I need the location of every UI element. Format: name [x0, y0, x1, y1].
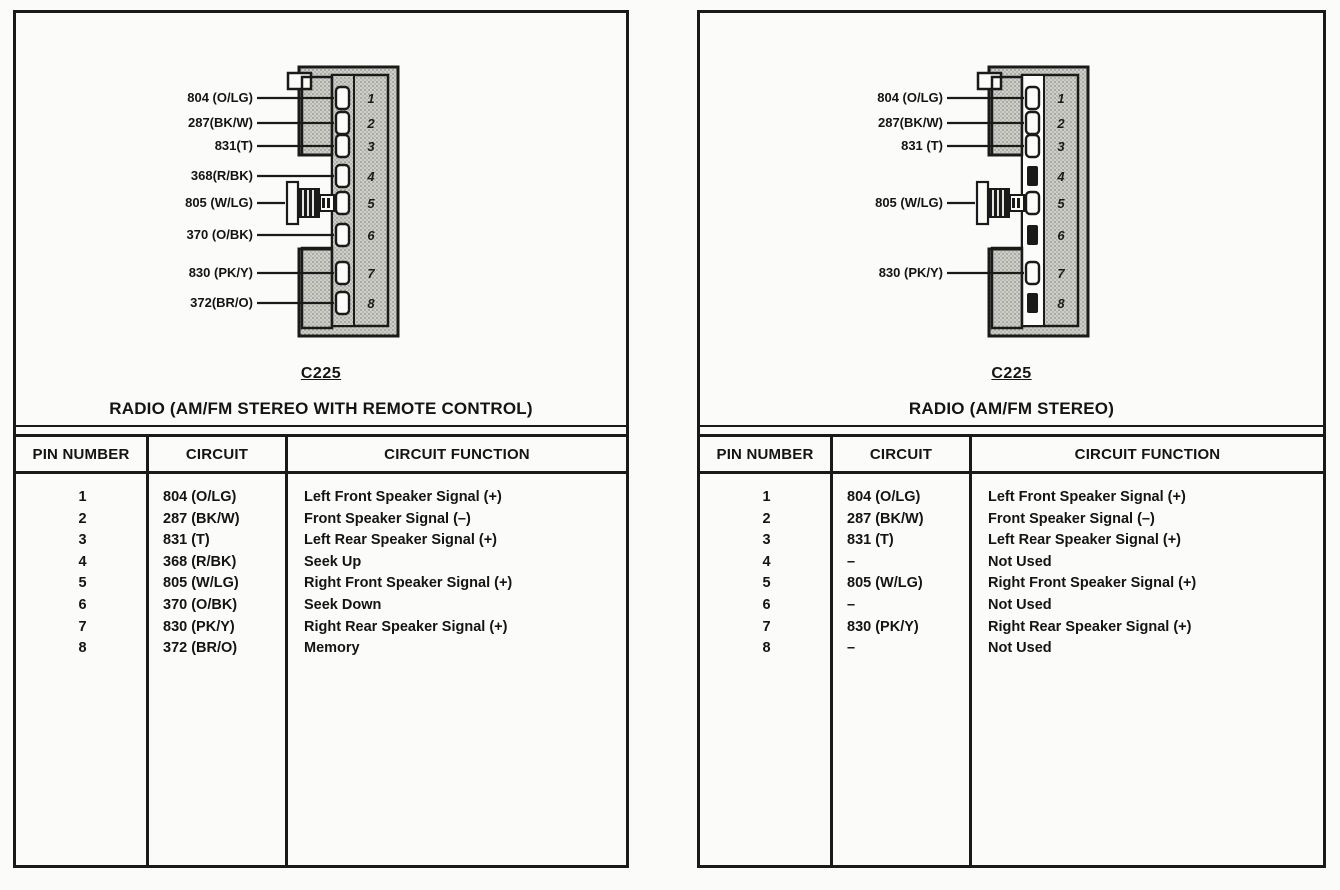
table-cell: Left Front Speaker Signal (+) [988, 489, 1186, 505]
table-row [700, 530, 1323, 552]
connector-top-tab [978, 73, 1001, 89]
column-divider [969, 474, 972, 865]
table-cell: Left Rear Speaker Signal (+) [988, 532, 1181, 549]
pin-slots [336, 87, 349, 314]
table-cell: 287 (BK/W) [163, 510, 240, 527]
pin-number: 7 [1057, 266, 1065, 281]
pin5-plug [287, 182, 334, 224]
table-row [700, 617, 1323, 639]
wire-label: 287(BK/W) [187, 115, 253, 130]
table-cell: 1 [78, 489, 87, 505]
pin-numbers [1056, 91, 1065, 311]
table-row [700, 573, 1323, 595]
table-cell: 830 (PK/Y) [847, 618, 919, 635]
pin-number: 2 [1057, 116, 1065, 131]
table-cell: 7 [78, 618, 87, 635]
pin5-plug [977, 182, 1024, 224]
blocked-pin-slot [1027, 225, 1038, 245]
table-cell: Right Front Speaker Signal (+) [304, 575, 513, 592]
pin-number: 4 [367, 169, 375, 184]
table-row [16, 487, 626, 509]
wire-label: 804 (O/LG) [187, 90, 253, 105]
pin-number: 6 [1057, 228, 1065, 243]
table-cell: 2 [78, 510, 87, 527]
table-cell: 6 [762, 596, 771, 613]
table-cell: 8 [762, 640, 771, 657]
panel-radio-with-remote [13, 10, 629, 868]
table-row [16, 552, 626, 574]
table-cell: 804 (O/LG) [163, 489, 237, 505]
pin-number: 2 [367, 116, 375, 131]
table-row [16, 573, 626, 595]
table-cell: Not Used [988, 553, 1052, 570]
wire-label: 368(R/BK) [190, 168, 253, 183]
connector-diagram-area [16, 13, 626, 425]
pin-number: 1 [1057, 91, 1065, 106]
blocked-pin-slot [1027, 166, 1038, 186]
table-cell: 368 (R/BK) [163, 553, 237, 570]
pinout-table [700, 425, 1323, 865]
wire-label: 805 (W/LG) [185, 195, 253, 210]
table-cell: 1 [762, 489, 771, 505]
table-cell: 5 [78, 575, 87, 592]
table-header-row [700, 434, 1323, 474]
panel-radio-stereo [697, 10, 1326, 868]
pin-numbers [366, 91, 375, 311]
pin-number: 7 [367, 266, 375, 281]
table-row [16, 638, 626, 660]
table-cell: 372 (BR/O) [163, 640, 238, 657]
table-cell: 2 [762, 510, 771, 527]
column-divider [285, 474, 288, 865]
column-header: CIRCUIT [149, 437, 288, 471]
wire-label: 831(T) [214, 138, 253, 153]
table-cell: Right Rear Speaker Signal (+) [988, 618, 1192, 635]
table-row [700, 509, 1323, 531]
table-cell: – [847, 553, 856, 570]
table-row [16, 530, 626, 552]
wire-label: 831 (T) [901, 138, 943, 153]
wire-label: 372(BR/O) [190, 295, 253, 310]
connector-id-label: C225 [300, 365, 342, 382]
table-cell: 3 [762, 532, 771, 549]
divider-line [700, 425, 1323, 427]
table-row [700, 552, 1323, 574]
table-cell: 7 [762, 618, 771, 635]
wire-label: 804 (O/LG) [877, 90, 943, 105]
table-cell: Right Rear Speaker Signal (+) [304, 618, 508, 635]
blocked-pin-slot [1027, 293, 1038, 313]
table-row [16, 617, 626, 639]
connector-title: RADIO (AM/FM STEREO) [908, 399, 1115, 418]
pin-number: 1 [367, 91, 375, 106]
column-header: CIRCUIT FUNCTION [1074, 446, 1221, 463]
pin-number: 4 [1057, 169, 1065, 184]
table-body [700, 474, 1323, 865]
pin-number: 3 [1057, 139, 1065, 154]
table-cell: Front Speaker Signal (–) [988, 510, 1155, 527]
table-cell: 805 (W/LG) [163, 575, 239, 592]
pin-number: 5 [367, 196, 375, 211]
column-header: PIN NUMBER [700, 437, 833, 471]
table-cell: Seek Down [304, 596, 382, 613]
table-cell: 4 [78, 553, 87, 570]
table-row [16, 595, 626, 617]
divider-line [16, 425, 626, 427]
table-cell: 830 (PK/Y) [163, 618, 235, 635]
table-cell: 5 [762, 575, 771, 592]
connector-title: RADIO (AM/FM STEREO WITH REMOTE CONTROL) [109, 399, 533, 418]
table-cell: Seek Up [304, 553, 362, 570]
table-row [700, 638, 1323, 660]
table-cell: 287 (BK/W) [847, 510, 924, 527]
wire-label: 830 (PK/Y) [188, 265, 253, 280]
table-cell: 370 (O/BK) [163, 596, 238, 613]
table-row [700, 595, 1323, 617]
column-header: CIRCUIT [833, 437, 972, 471]
table-row [16, 509, 626, 531]
pin-number: 8 [1057, 296, 1065, 311]
pinout-table [16, 425, 626, 865]
table-cell: 4 [762, 553, 771, 570]
table-cell: – [847, 640, 856, 657]
wire-label: 370 (O/BK) [186, 227, 253, 242]
wire-label: 830 (PK/Y) [878, 265, 943, 280]
column-header: CIRCUIT FUNCTION [384, 446, 530, 463]
column-header: PIN NUMBER [16, 437, 149, 471]
connector-top-tab [288, 73, 311, 89]
pin-number: 6 [367, 228, 375, 243]
connector-id-label: C225 [991, 365, 1032, 382]
table-row [700, 487, 1323, 509]
connector-drawing [16, 13, 632, 358]
wire-label: 287(BK/W) [877, 115, 943, 130]
column-divider [830, 474, 833, 865]
table-header-row [16, 434, 626, 474]
connector-drawing [706, 13, 1322, 358]
wire-label: 805 (W/LG) [875, 195, 943, 210]
table-cell: 804 (O/LG) [847, 489, 921, 505]
table-cell: Left Rear Speaker Signal (+) [304, 532, 497, 549]
table-cell: – [847, 596, 856, 613]
wire-labels [875, 90, 943, 280]
table-cell: 831 (T) [163, 532, 210, 549]
column-divider [146, 474, 149, 865]
pin-number: 3 [367, 139, 375, 154]
table-cell: Not Used [988, 596, 1052, 613]
table-cell: 805 (W/LG) [847, 575, 923, 592]
table-cell: Right Front Speaker Signal (+) [988, 575, 1197, 592]
table-cell: Left Front Speaker Signal (+) [304, 489, 502, 505]
table-body [16, 474, 626, 865]
table-cell: Memory [304, 640, 360, 657]
table-cell: 6 [78, 596, 87, 613]
table-cell: 8 [78, 640, 87, 657]
wire-labels [185, 90, 253, 310]
pin-slots [1026, 87, 1039, 313]
connector-diagram-area [700, 13, 1323, 425]
pin-number: 5 [1057, 196, 1065, 211]
table-cell: Front Speaker Signal (–) [304, 510, 471, 527]
table-cell: 3 [78, 532, 87, 549]
table-cell: Not Used [988, 640, 1052, 657]
pin-number: 8 [367, 296, 375, 311]
table-cell: 831 (T) [847, 532, 894, 549]
